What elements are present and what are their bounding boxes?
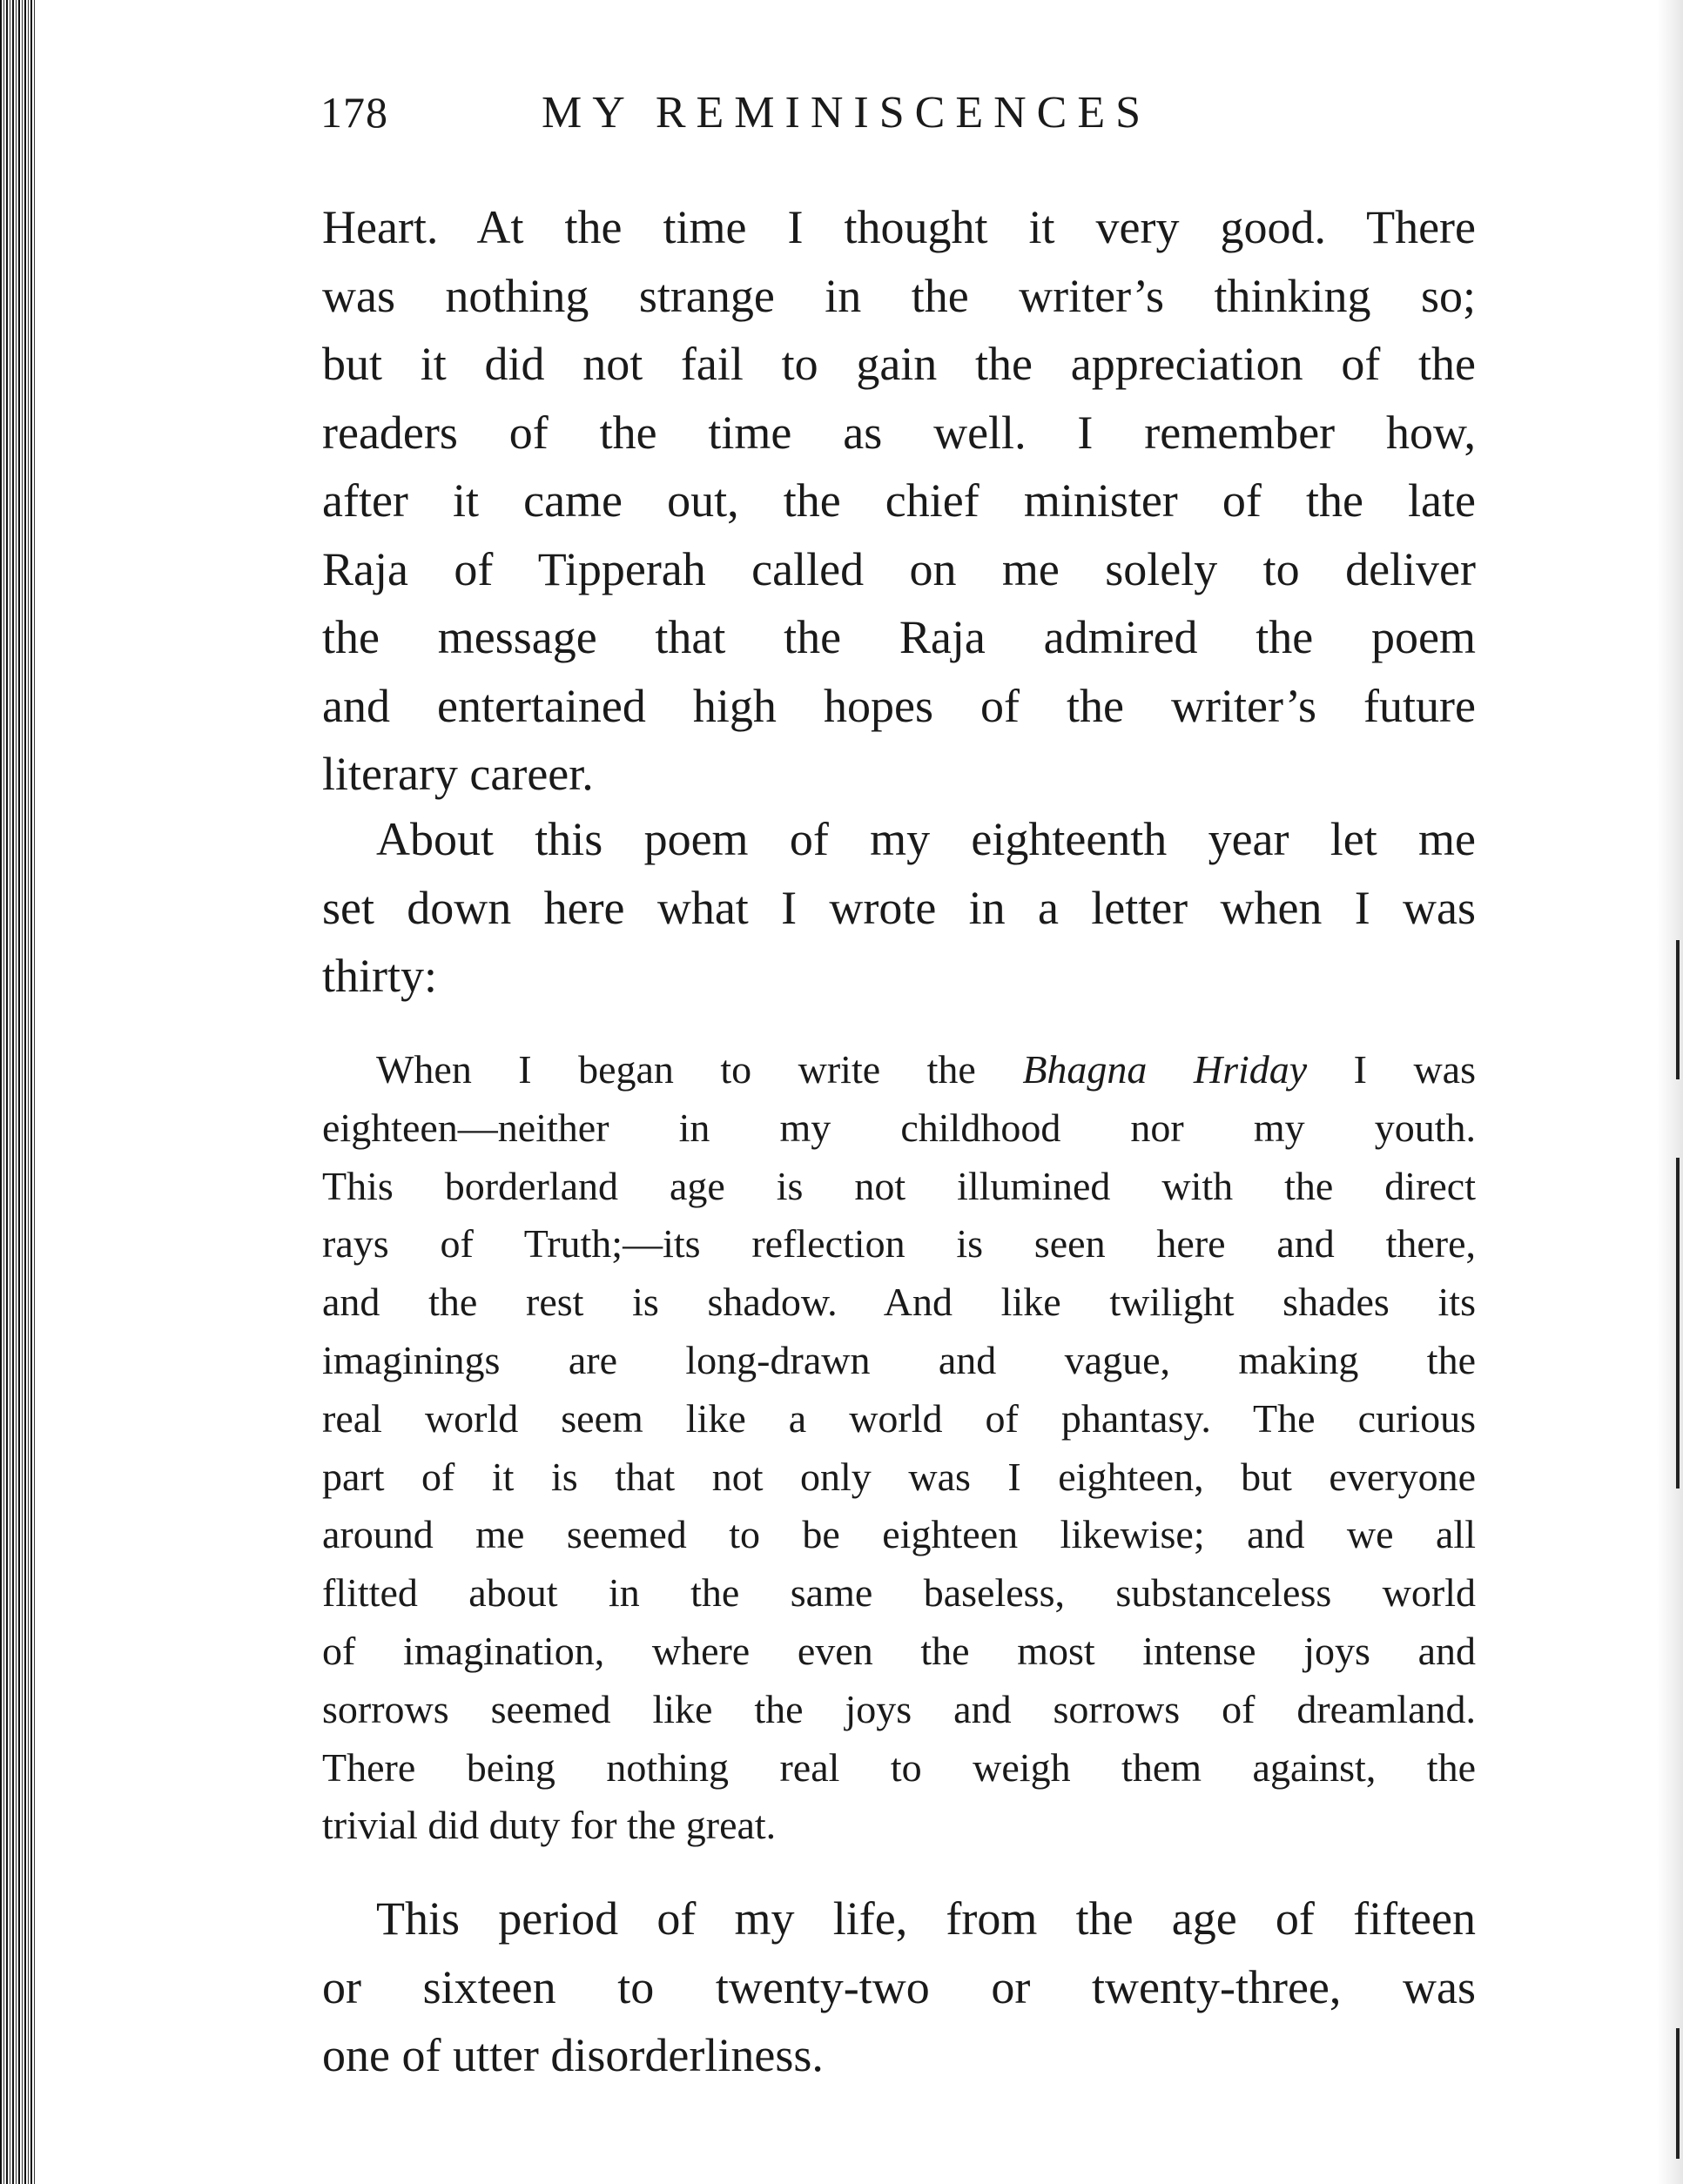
page-header xyxy=(320,87,1478,157)
text-line: and the rest is shadow. And like twilight shades its xyxy=(322,1280,1476,1325)
text-line: trivial did duty for the great. xyxy=(322,1803,777,1848)
text-line: readers of the time as well. I remember how, xyxy=(322,406,1476,459)
text-line: eighteen—neither in my childhood nor my youth. xyxy=(322,1105,1476,1150)
text-line: About this poem of my eighteenth year let me xyxy=(376,813,1476,865)
quote-first-line-prefix: When I began to write the xyxy=(376,1047,1023,1092)
scan-edge-mark xyxy=(1676,940,1680,1079)
text-line: the message that the Raja admired the poem xyxy=(322,611,1476,663)
running-title: MY REMINISCENCES xyxy=(542,88,1152,138)
paragraph-3 xyxy=(322,1885,1476,2090)
paragraph-1 xyxy=(322,193,1476,809)
quote-first-line-suffix: I was xyxy=(1307,1047,1477,1092)
book-spine-edge xyxy=(0,0,35,2184)
text-line: thirty: xyxy=(322,950,437,1002)
quote-first-line xyxy=(322,1041,1476,1099)
page-right-edge xyxy=(1657,0,1683,2184)
text-line: There being nothing real to weigh them against, the xyxy=(322,1744,1476,1790)
scan-edge-mark xyxy=(1676,2028,1680,2159)
text-line: of imagination, where even the most intense joys and xyxy=(322,1628,1476,1673)
book-title: Bhagna Hriday xyxy=(1022,1047,1308,1092)
text-line: flitted about in the same baseless, substanceless world xyxy=(322,1570,1476,1616)
text-line: after it came out, the chief minister of the late xyxy=(322,474,1476,527)
text-line: part of it is that not only was I eighteen, but everyone xyxy=(322,1454,1476,1499)
text-line: or sixteen to twenty-two or twenty-three, was xyxy=(322,1960,1476,2013)
text-line: around me seemed to be eighteen likewise; and we all xyxy=(322,1512,1476,1557)
text-line: This period of my life, from the age of fifteen xyxy=(376,1892,1476,1945)
text-line: literary career. xyxy=(322,748,594,800)
scan-edge-mark xyxy=(1676,1158,1680,1488)
text-line: one of utter disorderliness. xyxy=(322,2029,824,2081)
paragraph-2 xyxy=(322,805,1476,1011)
text-line: Heart. At the time I thought it very good. There xyxy=(322,201,1476,253)
text-line: was nothing strange in the writer’s thinking so; xyxy=(322,269,1476,322)
text-line: imaginings are long-drawn and vague, making the xyxy=(322,1337,1476,1382)
text-line: rays of Truth;—its reflection is seen here and there, xyxy=(322,1221,1476,1267)
text-line: Raja of Tipperah called on me solely to deliver xyxy=(322,542,1476,595)
letter-quote xyxy=(322,1041,1476,1855)
text-line: real world seem like a world of phantasy. The curious xyxy=(322,1395,1476,1441)
text-line: This borderland age is not illumined with the direct xyxy=(322,1163,1476,1208)
page-number: 178 xyxy=(320,88,388,137)
text-line: set down here what I wrote in a letter when I was xyxy=(322,881,1476,934)
text-line: and entertained high hopes of the writer’s future xyxy=(322,679,1476,732)
text-line: but it did not fail to gain the appreciation of the xyxy=(322,338,1476,390)
text-line: sorrows seemed like the joys and sorrows of dreamland. xyxy=(322,1686,1476,1731)
